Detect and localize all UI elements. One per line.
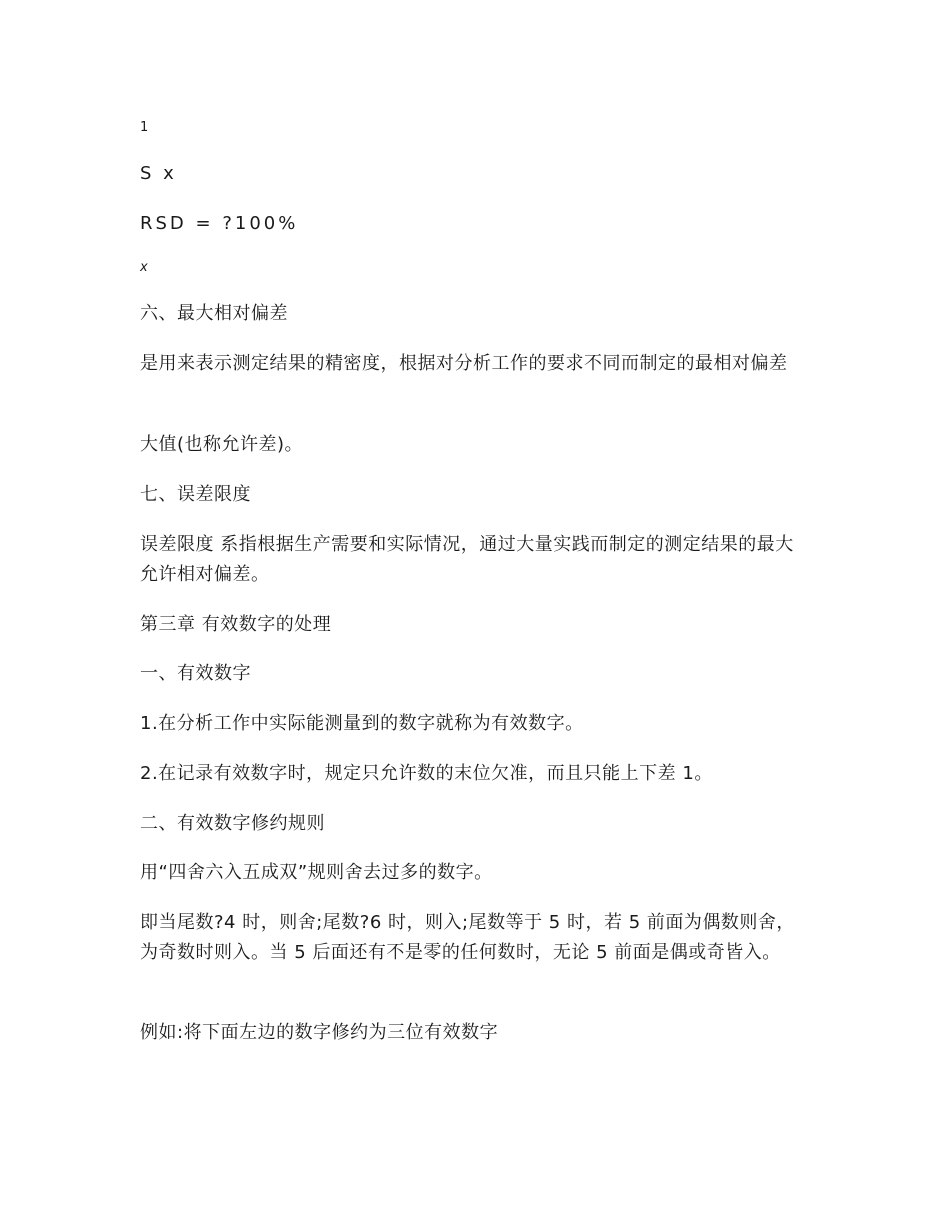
formula-x-bar: x bbox=[140, 260, 149, 275]
list-item-significant-digits-2: 2.在记录有效数字时，规定只允许数的末位欠准，而且只能上下差 1。 bbox=[140, 763, 713, 784]
chapter-title: 第三章 有效数字的处理 bbox=[140, 614, 332, 635]
section-heading-rounding-rules: 二、有效数字修约规则 bbox=[140, 813, 325, 834]
formula-rsd-line: RSD = ?100% bbox=[140, 213, 299, 234]
section-heading-error-limit: 七、误差限度 bbox=[140, 484, 251, 505]
paragraph-max-relative-deviation: 是用来表示测定结果的精密度，根据对分析工作的要求不同而制定的最相对偏差 bbox=[140, 353, 788, 374]
list-item-significant-digits-1: 1.在分析工作中实际能测量到的数字就称为有效数字。 bbox=[140, 713, 584, 734]
formula-superscript: 1 bbox=[140, 120, 149, 135]
paragraph-rounding-detail: 即当尾数?4 时，则舍;尾数?6 时，则入;尾数等于 5 时，若 5 前面为偶数则舍，为奇数时则入。当 5 后面还有不是零的任何数时，无论 5 前面是偶或奇皆入。 bbox=[140, 912, 795, 963]
paragraph-error-limit: 误差限度 系指根据生产需要和实际情况，通过大量实践而制定的测定结果的最大允许相对偏差。 bbox=[140, 534, 794, 585]
section-heading-significant-digits: 一、有效数字 bbox=[140, 663, 251, 684]
section-heading-max-relative-deviation: 六、最大相对偏差 bbox=[140, 303, 288, 324]
paragraph-max-relative-deviation-cont: 大值(也称允许差)。 bbox=[140, 434, 304, 455]
paragraph-rounding-example: 例如:将下面左边的数字修约为三位有效数字 bbox=[140, 1022, 499, 1043]
paragraph-rounding-rule: 用“四舍六入五成双”规则舍去过多的数字。 bbox=[140, 862, 493, 883]
formula-s-line: S x bbox=[140, 163, 177, 184]
